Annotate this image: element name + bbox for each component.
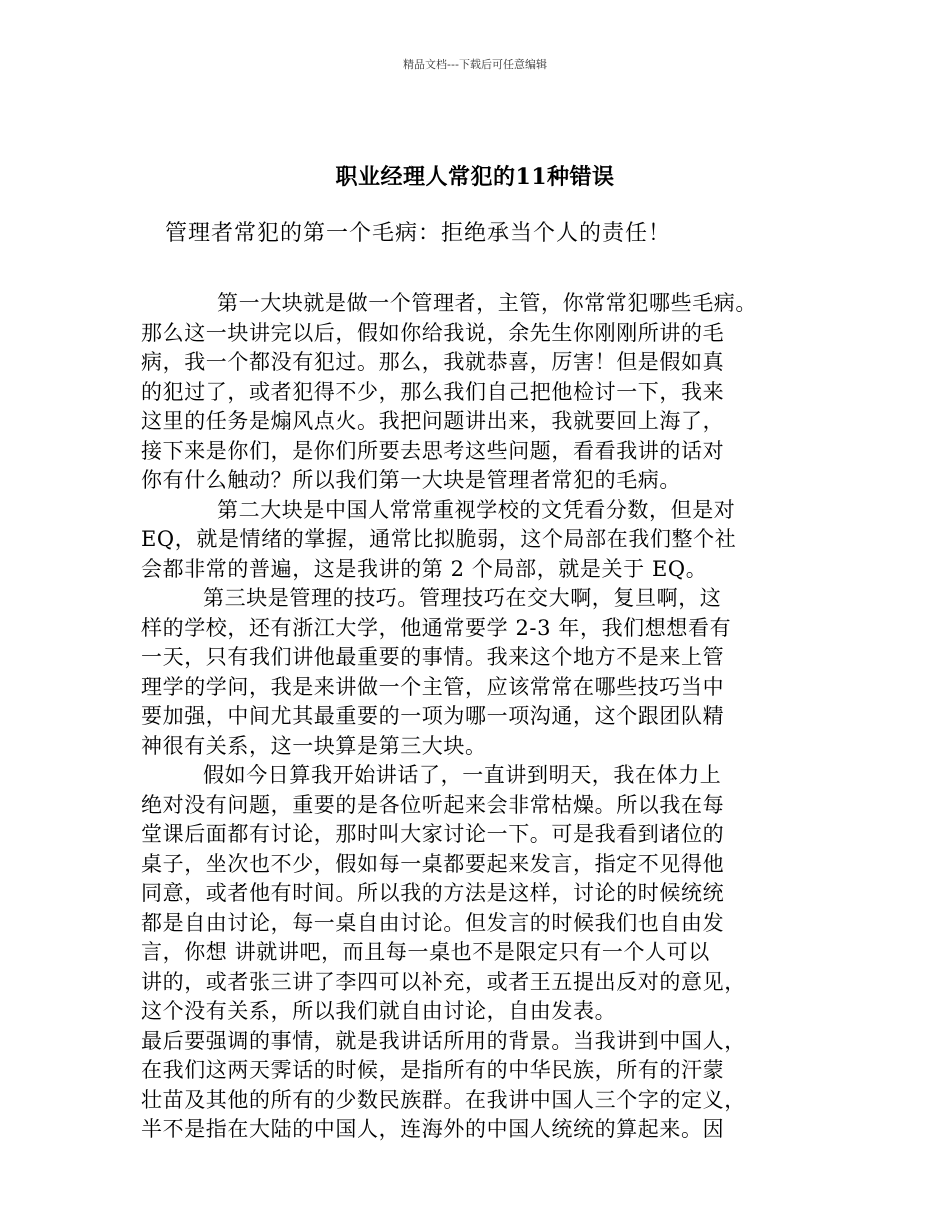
paragraph-line: 这个没有关系，所以我们就自由讨论，自由发表。 (141, 999, 617, 1023)
paragraph-line: 讲的，或者张三讲了李四可以补充，或者王五提出反对的意见， (141, 969, 746, 994)
paragraph-line: EQ，就是情绪的掌握，通常比拟脆弱，这个局部在我们整个社 (141, 527, 737, 551)
paragraph-line: 绝对没有问题，重要的是各位听起来会非常枯燥。所以我在每 (141, 792, 725, 817)
paragraph (141, 289, 831, 496)
paragraph-line: 第二大块是中国人常常重视学校的文凭看分数，但是对 (217, 497, 736, 522)
paragraph-line: 桌子，坐次也不少，假如每一桌都要起来发言，指定不见得他 (141, 851, 725, 876)
paragraph-line: 一天，只有我们讲他最重要的事情。我来这个地方不是来上管 (141, 645, 725, 669)
paragraph-line: 接下来是你们，是你们所要去思考这些问题，看看我讲的话对 (141, 438, 725, 463)
paragraph (141, 1027, 831, 1145)
paragraph-line: 第一大块就是做一个管理者，主管，你常常犯哪些毛病。 (217, 291, 757, 315)
paragraph-line: 你有什么触动？所以我们第一大块是管理者常犯的毛病。 (141, 468, 681, 492)
paragraph-line: 都是自由讨论，每一桌自由讨论。但发言的时候我们也自由发 (141, 910, 725, 935)
paragraph-line: 半不是指在大陆的中国人，连海外的中国人统统的算起来。因 (141, 1117, 725, 1141)
paragraph-line: 理学的学问，我是来讲做一个主管，应该常常在哪些技巧当中 (141, 674, 725, 699)
paragraph-line: 堂课后面都有讨论，那时叫大家讨论一下。可是我看到诸位的 (141, 822, 725, 846)
page-header: 精品文档---下载后可任意编辑 (403, 58, 547, 71)
paragraph-line: 样的学校，还有浙江大学，他通常要学 2-3 年，我们想想看有 (141, 615, 732, 640)
paragraph-line: 言，你想 讲就讲吧，而且每一桌也不是限定只有一个人可以 (141, 940, 710, 964)
paragraph-line: 在我们这两天霁话的时候，是指所有的中华民族，所有的汗蒙 (141, 1058, 725, 1082)
paragraph (141, 584, 831, 761)
paragraph (141, 496, 831, 585)
paragraph-line: 同意，或者他有时间。所以我的方法是这样，讨论的时候统统 (141, 881, 725, 905)
paragraph-line: 最后要强调的事情，就是我讲话所用的背景。当我讲到中国人， (141, 1028, 746, 1053)
document-body (141, 289, 831, 1145)
paragraph-line: 神很有关系，这一块算是第三大块。 (141, 733, 487, 758)
document-title: 职业经理人常犯的11种错误 (335, 164, 615, 190)
paragraph-line: 第三块是管理的技巧。管理技巧在交大啊，复旦啊，这 (203, 586, 722, 610)
paragraph-line: 壮苗及其他的所有的少数民族群。在我讲中国人三个字的定义， (141, 1087, 746, 1112)
paragraph-line: 那么这一块讲完以后，假如你给我说，余先生你刚刚所讲的毛 (141, 320, 725, 345)
paragraph-line: 病，我一个都没有犯过。那么，我就恭喜，厉害！但是假如真 (141, 350, 725, 374)
paragraph (141, 761, 831, 1027)
paragraph-line: 假如今日算我开始讲话了，一直讲到明天，我在体力上 (203, 763, 722, 787)
paragraph-line: 会都非常的普遍，这是我讲的第 2 个局部，就是关于 EQ。 (141, 556, 708, 581)
paragraph-line: 的犯过了，或者犯得不少，那么我们自己把他检讨一下，我来 (141, 379, 725, 404)
paragraph-line: 要加强，中间尤其最重要的一项为哪一项沟通，这个跟团队精 (141, 704, 725, 728)
paragraph-line: 这里的任务是煽风点火。我把问题讲出来，我就要回上海了， (141, 409, 725, 433)
document-subtitle: 管理者常犯的第一个毛病：拒绝承当个人的责任！ (165, 221, 672, 246)
